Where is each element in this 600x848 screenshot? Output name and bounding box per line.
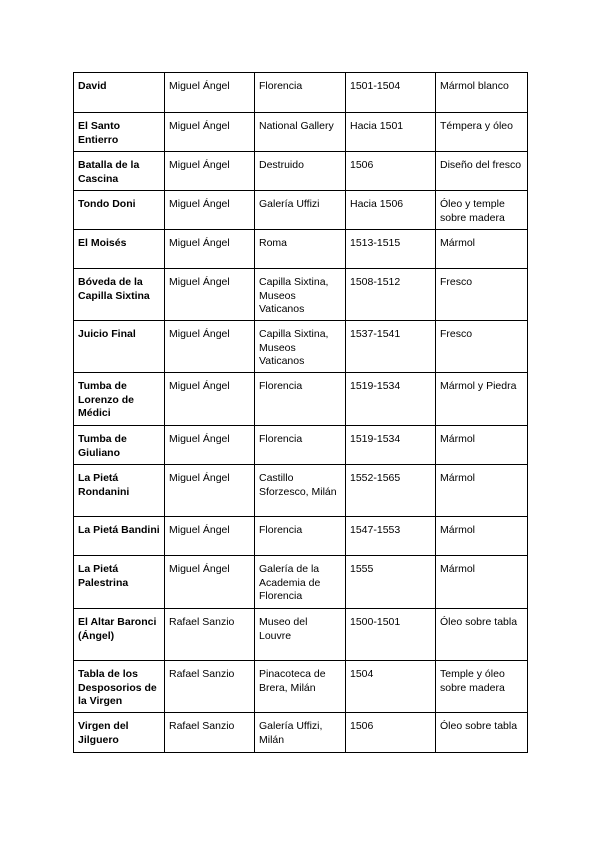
location-cell: Roma: [255, 230, 346, 269]
artist-cell: Miguel Ángel: [165, 465, 255, 517]
technique-cell: Mármol: [436, 556, 528, 609]
location-cell: National Gallery: [255, 113, 346, 152]
table-row: [74, 73, 528, 113]
table-row: [74, 191, 528, 230]
title-cell: El Altar Baronci (Ángel): [74, 609, 165, 661]
table-row: [74, 713, 528, 753]
date-cell: 1552-1565: [346, 465, 436, 517]
table-row: [74, 556, 528, 609]
date-cell: Hacia 1506: [346, 191, 436, 230]
artist-cell: Miguel Ángel: [165, 113, 255, 152]
date-cell: 1504: [346, 661, 436, 713]
artist-cell: Rafael Sanzio: [165, 713, 255, 753]
table-row: [74, 113, 528, 152]
artworks-table: [73, 72, 528, 753]
title-cell: Bóveda de la Capilla Sixtina: [74, 269, 165, 321]
title-cell: Tondo Doni: [74, 191, 165, 230]
artist-cell: Rafael Sanzio: [165, 609, 255, 661]
technique-cell: Mármol: [436, 426, 528, 465]
technique-cell: Témpera y óleo: [436, 113, 528, 152]
table-row: [74, 517, 528, 556]
table-row: [74, 321, 528, 373]
technique-cell: Óleo y temple sobre madera: [436, 191, 528, 230]
location-cell: Capilla Sixtina, Museos Vaticanos: [255, 321, 346, 373]
technique-cell: Mármol: [436, 465, 528, 517]
location-cell: Florencia: [255, 517, 346, 556]
artist-cell: Miguel Ángel: [165, 73, 255, 113]
location-cell: Pinacoteca de Brera, Milán: [255, 661, 346, 713]
location-cell: Florencia: [255, 373, 346, 426]
date-cell: 1537-1541: [346, 321, 436, 373]
table-row: [74, 465, 528, 517]
location-cell: Galería de la Academia de Florencia: [255, 556, 346, 609]
title-cell: Tumba de Giuliano: [74, 426, 165, 465]
artist-cell: Miguel Ángel: [165, 152, 255, 191]
table-row: [74, 661, 528, 713]
title-cell: Tumba de Lorenzo de Médici: [74, 373, 165, 426]
location-cell: Destruido: [255, 152, 346, 191]
technique-cell: Fresco: [436, 321, 528, 373]
artist-cell: Miguel Ángel: [165, 321, 255, 373]
artist-cell: Miguel Ángel: [165, 517, 255, 556]
title-cell: Virgen del Jilguero: [74, 713, 165, 753]
title-cell: La Pietá Bandini: [74, 517, 165, 556]
title-cell: El Santo Entierro: [74, 113, 165, 152]
date-cell: 1500-1501: [346, 609, 436, 661]
date-cell: 1547-1553: [346, 517, 436, 556]
location-cell: Castillo Sforzesco, Milán: [255, 465, 346, 517]
artist-cell: Miguel Ángel: [165, 556, 255, 609]
date-cell: 1501-1504: [346, 73, 436, 113]
date-cell: 1513-1515: [346, 230, 436, 269]
location-cell: Galería Uffizi, Milán: [255, 713, 346, 753]
location-cell: Capilla Sixtina, Museos Vaticanos: [255, 269, 346, 321]
technique-cell: Fresco: [436, 269, 528, 321]
title-cell: David: [74, 73, 165, 113]
date-cell: Hacia 1501: [346, 113, 436, 152]
date-cell: 1506: [346, 152, 436, 191]
artist-cell: Rafael Sanzio: [165, 661, 255, 713]
artist-cell: Miguel Ángel: [165, 269, 255, 321]
technique-cell: Óleo sobre tabla: [436, 609, 528, 661]
date-cell: 1519-1534: [346, 373, 436, 426]
artworks-table-body: [74, 73, 528, 753]
artist-cell: Miguel Ángel: [165, 230, 255, 269]
technique-cell: Diseño del fresco: [436, 152, 528, 191]
table-row: [74, 373, 528, 426]
date-cell: 1555: [346, 556, 436, 609]
technique-cell: Mármol y Piedra: [436, 373, 528, 426]
date-cell: 1519-1534: [346, 426, 436, 465]
title-cell: La Pietá Palestrina: [74, 556, 165, 609]
location-cell: Florencia: [255, 73, 346, 113]
table-row: [74, 152, 528, 191]
location-cell: Galería Uffizi: [255, 191, 346, 230]
technique-cell: Temple y óleo sobre madera: [436, 661, 528, 713]
date-cell: 1508-1512: [346, 269, 436, 321]
table-row: [74, 426, 528, 465]
artist-cell: Miguel Ángel: [165, 426, 255, 465]
location-cell: Florencia: [255, 426, 346, 465]
title-cell: El Moisés: [74, 230, 165, 269]
title-cell: La Pietá Rondanini: [74, 465, 165, 517]
title-cell: Batalla de la Cascina: [74, 152, 165, 191]
artist-cell: Miguel Ángel: [165, 191, 255, 230]
location-cell: Museo del Louvre: [255, 609, 346, 661]
artist-cell: Miguel Ángel: [165, 373, 255, 426]
technique-cell: Óleo sobre tabla: [436, 713, 528, 753]
table-row: [74, 269, 528, 321]
table-row: [74, 609, 528, 661]
title-cell: Tabla de los Desposorios de la Virgen: [74, 661, 165, 713]
date-cell: 1506: [346, 713, 436, 753]
title-cell: Juicio Final: [74, 321, 165, 373]
technique-cell: Mármol blanco: [436, 73, 528, 113]
technique-cell: Mármol: [436, 230, 528, 269]
table-row: [74, 230, 528, 269]
technique-cell: Mármol: [436, 517, 528, 556]
